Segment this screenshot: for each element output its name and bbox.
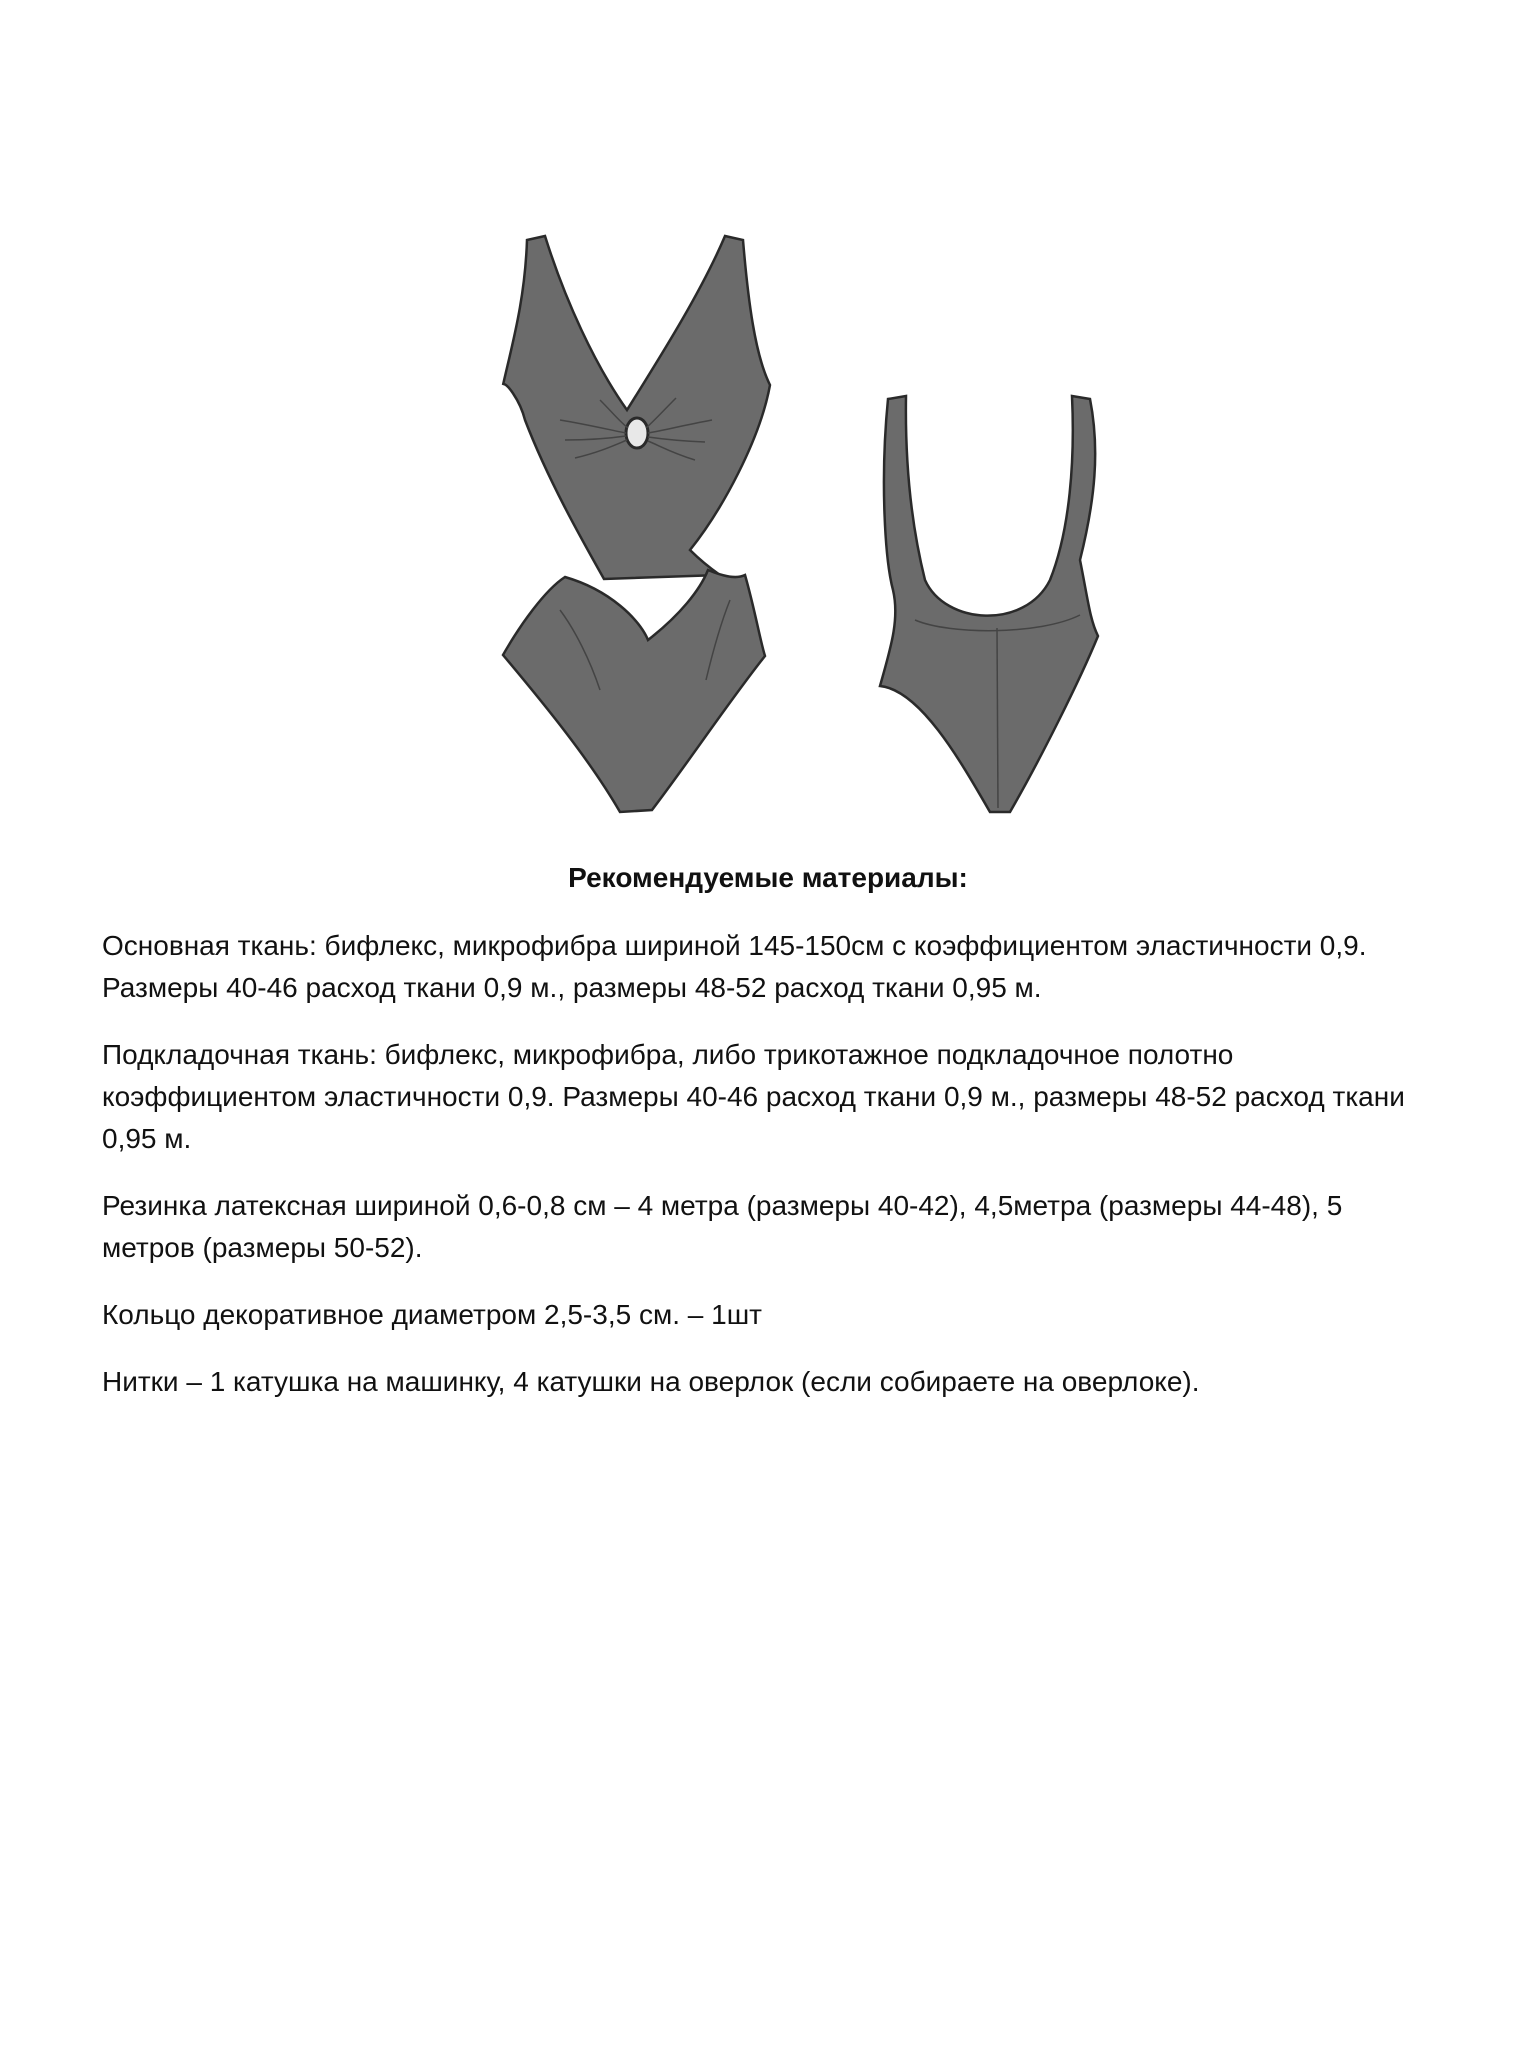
text-line: коэффициентом эластичности 0,9. Размеры 40-46 расход ткани 0,9 м., размеры 48-52 расход ткани <box>102 1081 1405 1112</box>
materials-list <box>102 925 1482 1428</box>
swimsuit-back-icon <box>880 396 1098 812</box>
text-line: Размеры 40-46 расход ткани 0,9 м., размеры 48-52 расход ткани 0,95 м. <box>102 972 1042 1003</box>
swimsuit-front-icon <box>503 236 770 812</box>
front-ring <box>626 418 648 448</box>
text-line: Резинка латексная шириной 0,6-0,8 см – 4 метра (размеры 40-42), 4,5метра (размеры 44-48), 5 <box>102 1190 1343 1221</box>
threads-paragraph <box>102 1361 1482 1403</box>
text-line: 0,95 м. <box>102 1123 192 1154</box>
text-line: Подкладочная ткань: бифлекс, микрофибра, либо трикотажное подкладочное полотно <box>102 1039 1234 1070</box>
ring-paragraph <box>102 1294 1482 1336</box>
text-line: Кольцо декоративное диаметром 2,5-3,5 см. – 1шт <box>102 1299 762 1330</box>
main-fabric-paragraph <box>102 925 1482 1009</box>
swimsuit-illustration <box>0 0 1536 840</box>
back-body <box>880 396 1098 812</box>
text-line: Нитки – 1 катушка на машинку, 4 катушки на оверлок (если собираете на оверлоке). <box>102 1366 1200 1397</box>
lining-fabric-paragraph <box>102 1034 1482 1160</box>
text-line: Основная ткань: бифлекс, микрофибра шириной 145-150см с коэффициентом эластичности 0,9. <box>102 930 1367 961</box>
text-line: метров (размеры 50-52). <box>102 1232 423 1263</box>
front-upper-body <box>503 236 770 579</box>
elastic-paragraph <box>102 1185 1482 1269</box>
page-heading: Рекомендуемые материалы: <box>568 862 968 893</box>
back-center-seam <box>997 628 998 808</box>
front-lower-body <box>503 570 765 812</box>
